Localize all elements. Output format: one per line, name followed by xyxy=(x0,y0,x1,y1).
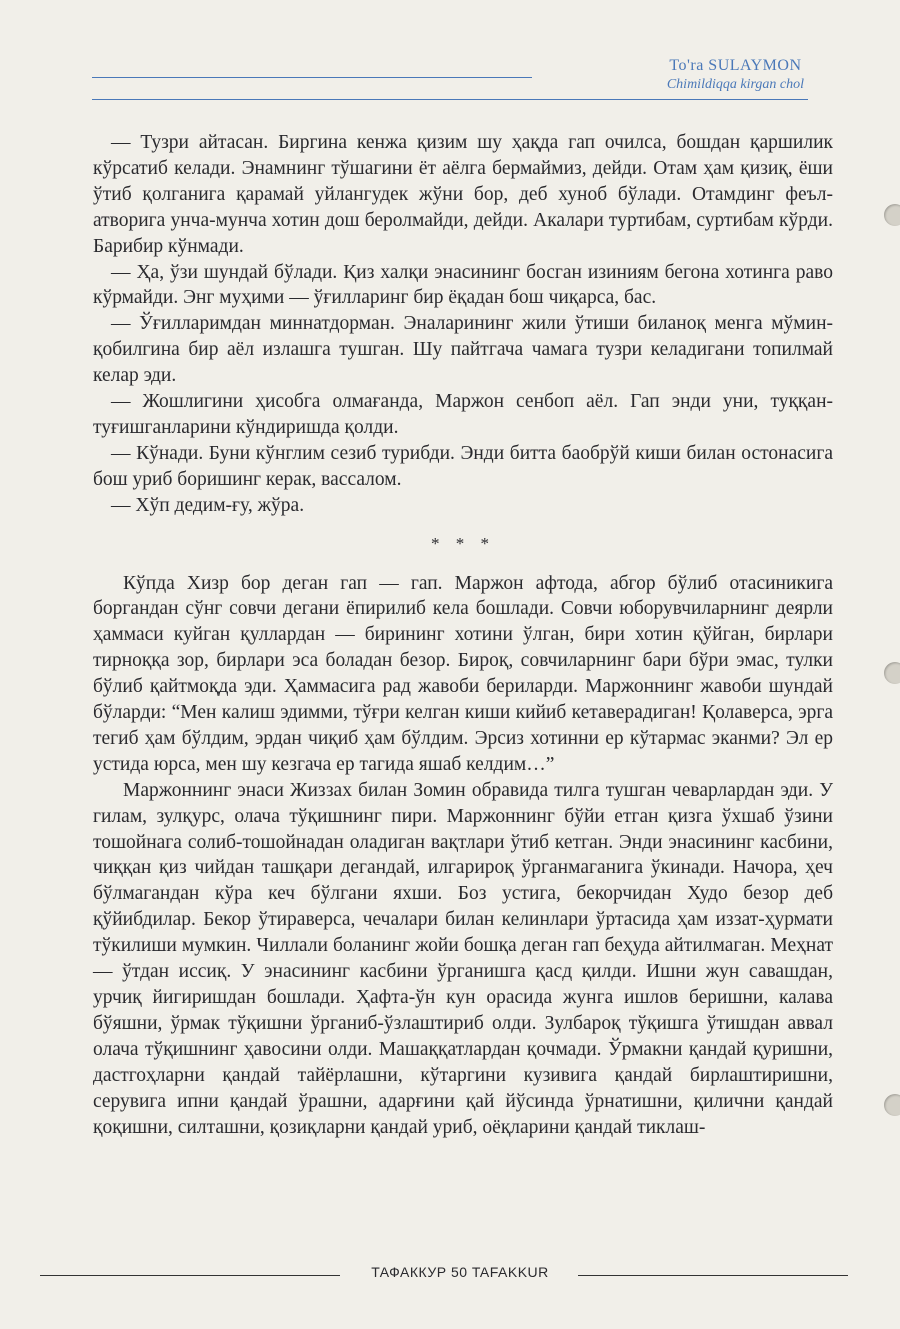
footer-rule-right xyxy=(578,1275,848,1276)
header-author: To'ra SULAYMON xyxy=(669,57,802,74)
header-subtitle: Chimildiqqa kirgan chol xyxy=(666,77,804,92)
paragraph: Маржоннинг энаси Жиззах билан Зомин обравида тилга тушган чеварлардан эди. У гилам, зулқурс, олача тўқишнинг пири. Маржоннинг бўйи етган қизга ўхшаб ўзини тошойнага солиб-тошойнадан оладиган вақтлари ўтиб кетган. Энди энасининг касбини, чиққан қиз чийдан ташқари дегандай, илгарироқ ўрганмаганига ўкинади. Начора, ҳеч бўлмагандан кўра кеч бўлгани яхши. Боз устига, бекорчидан Худо безор деб қўйибдилар. Бекор ўтираверса, чечалари билан келинлари ўртасида ҳам иззат-ҳурмати тўкилиши мумкин. Чиллали боланинг жойи бошқа деган гап беҳуда айтилмаган. Меҳнат — ўтдан иссиқ. У энасининг касбини ўрганишга қасд қилди. Ишни жун савашдан, урчиқ йигиришдан бошлади. Ҳафта-ўн кун орасида жунга ишлов беришни, калава бўяшни, ўрмак тўқишни ўрганиб-ўзлаштириб олди. Зулбароқ тўқишга ўтишдан аввал олача тўқишнинг ҳавосини олди. Машаққатлардан қочмади. Ўрмакни қандай қуришни, дастгоҳларни қандай тайёрлашни, кўтаргини кузивига қандай бирлаштиришни, серувига ипни қандай ўрашни, адарғини қай йўсинда ўрнатишни, қилични қандай қоқишни, силташни, қозиқларни қандай уриб, оёқларини қандай тиклаш- xyxy=(93,779,833,1138)
header-rule-bottom xyxy=(92,99,808,100)
page-footer xyxy=(40,1264,848,1284)
body-text xyxy=(93,130,833,1140)
paragraph: — Хўп дедим-ғу, жўра. xyxy=(111,494,305,516)
section-separator: * * * xyxy=(431,533,495,553)
paragraph: Кўпда Хизр бор деган гап — гап. Маржон афтода, абгор бўлиб отасиникига боргандан сўнг совчи дегани ёпирилиб кела бошлади. Совчи юборувчиларнинг деярли ҳаммаси куйган қуллардан — бирининг хотини ўлган, бири хотин қўйган, бирлари тирноққа зор, бирлари эса боладан безор. Бироқ, совчиларнинг бари бўри эмас, тулки бўлиб қайтмоқда эди. Ҳаммасига рад жавоби бериларди. Маржоннинг жавоби шундай бўларди: “Мен калиш эдимми, тўғри келган киши кийиб кетаверадиган! Қолаверса, эрга тегиб ҳам бўлдим, эрдан чиқиб ҳам бўлдим. Эрсиз хотинни ер кўтармас эканми? Эл ер устида юрса, мен шу кезгача ер тагида яшаб келдим…” xyxy=(93,572,833,775)
binding-hole-top xyxy=(884,204,900,226)
footer-text: ТАФАККУР 50 TAFAKKUR xyxy=(371,1264,549,1280)
running-header xyxy=(667,56,804,94)
paragraph: — Ҳа, ўзи шундай бўлади. Қиз халқи энасининг босган изиниям бегона хотинга раво кўрмайди. Энг муҳими — ўғилларинг бир ёқадан бош чиқарса, бас. xyxy=(93,261,833,309)
paragraph: — Ўғилларимдан миннатдорман. Эналарининг жили ўтиши биланоқ менга мўмин-қобилгина бир аёл излашга тушган. Шу пайтгача чамага тузри келадигани топилмай келар эди. xyxy=(93,313,833,387)
header-rule xyxy=(92,77,532,78)
paragraph: — Жошлигини ҳисобга олмағанда, Маржон сенбоп аёл. Гап энди уни, туққан-туғишганларини кўндиришда қолди. xyxy=(93,391,833,438)
binding-hole-bottom xyxy=(884,1094,900,1116)
footer-rule-left xyxy=(40,1275,340,1276)
binding-hole-middle xyxy=(884,662,900,684)
paragraph: — Тузри айтасан. Биргина кенжа қизим шу ҳақда гап очилса, бошдан қаршилик кўрсатиб келади. Энамнинг тўшагини ёт аёлга бермаймиз, дейди. Отам ҳам қизиқ, ёши ўтиб қолганига қарамай уйлангудек жўни бор, деб хуноб бўлади. Отамдинг феъл-атворига унча-мунча хотин дош беролмайди, дейди. Акалари туртибам, суртибам кўрди. Барибир кўнмади. xyxy=(93,132,833,257)
paragraph: — Кўнади. Буни кўнглим сезиб турибди. Энди битта баобрўй киши билан остонасига бош уриб боришинг керак, вассалом. xyxy=(93,442,833,490)
